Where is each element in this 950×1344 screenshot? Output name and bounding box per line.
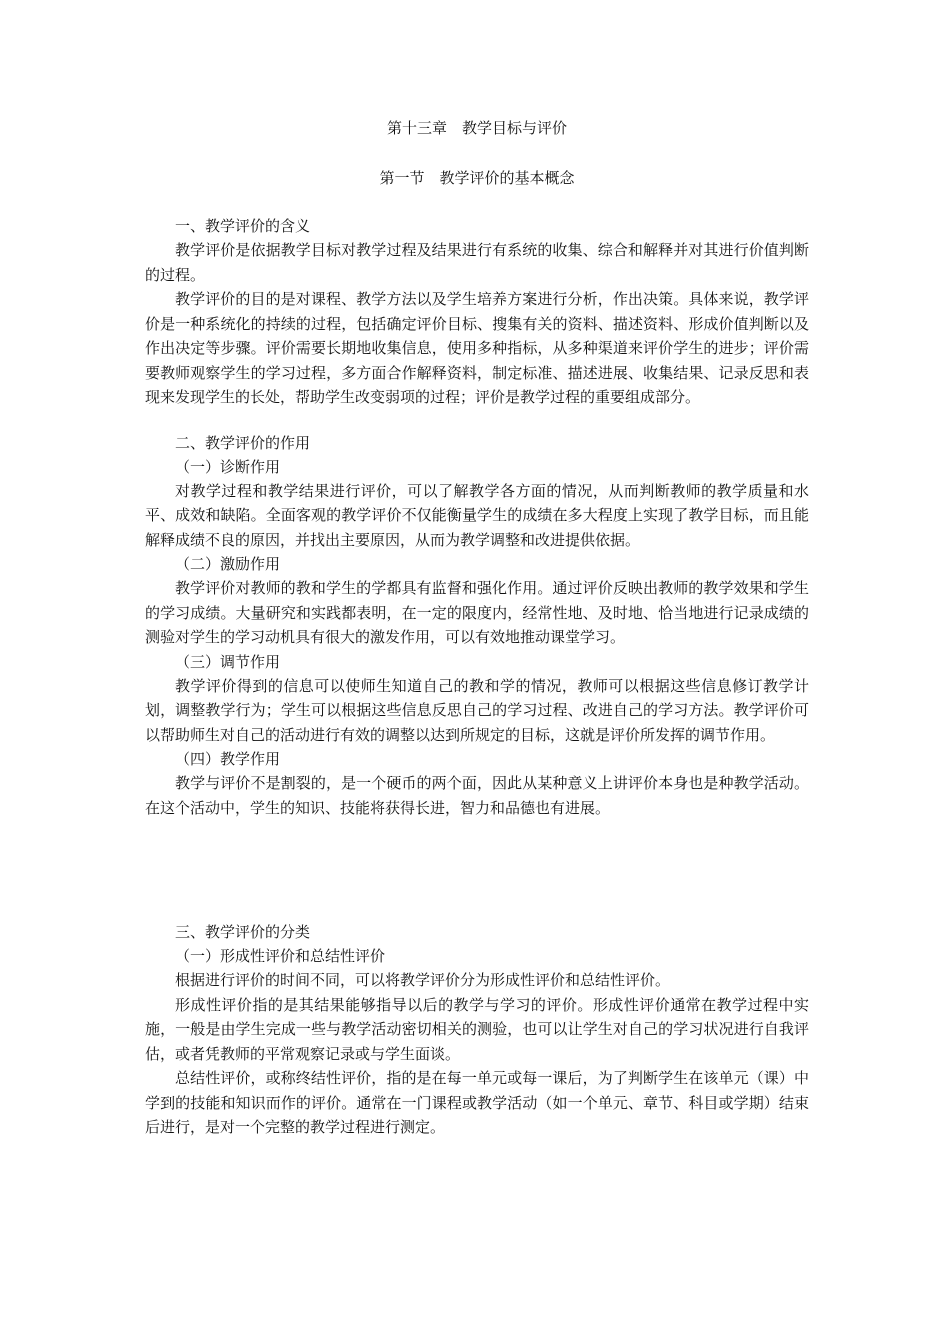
chapter-title: 第十三章 教学目标与评价 [386,119,567,137]
part2-heading: 二、教学评价的作用 [175,433,311,452]
spacer [145,820,809,920]
part2-subheading-3: （三）调节作用 [175,652,281,671]
part3-heading: 三、教学评价的分类 [175,923,311,941]
part2-paragraph-2: 教学评价对教师的教和学生的学都具有监督和强化作用。通过评价反映出教师的教学效果和学生的学习成绩。大量研究和实践都表明，在一定的限度内，经常性地、及时地、恰当地进行记录成绩的测验对学生的学习动机具有很大的激发作用，可以有效地推动课堂学习。 [145,579,809,646]
part2-subheading-1: （一）诊断作用 [175,457,281,476]
document-body [145,0,809,1140]
part1-heading: 一、教学评价的含义 [175,217,311,235]
part3-paragraph-3: 总结性评价，或称终结性评价，指的是在每一单元或每一课后，为了判断学生在该单元（课）中学到的技能和知识而作的评价。通常在一门课程或教学活动（如一个单元、章节、科目或学期）结束后进行，是对一个完整的教学过程进行测定。 [145,1069,809,1136]
spacer [145,410,809,431]
part1-paragraph-2: 教学评价的目的是对课程、教学方法以及学生培养方案进行分析，作出决策。具体来说，教学评价是一种系统化的持续的过程，包括确定评价目标、搜集有关的资料、描述资料、形成价值判断以及作出决定等步骤。评价需要长期地收集信息，使用多种指标，从多种渠道来评价学生的进步；评价需要教师观察学生的学习过程，多方面合作解释资料，制定标准、描述进展、收集结果、记录反思和表现来发现学生的长处，帮助学生改变弱项的过程；评价是教学过程的重要组成部分。 [145,290,809,406]
part2-subheading-2: （二）激励作用 [175,555,281,573]
part2-paragraph-1: 对教学过程和教学结果进行评价，可以了解教学各方面的情况，从而判断教师的教学质量和水平、成效和缺陷。全面客观的教学评价不仅能衡量学生的成绩在多大程度上实现了教学目标，而且能解释成绩不良的原因，并找出主要原因，从而为教学调整和改进提供依据。 [145,481,809,549]
part2-subheading-4: （四）教学作用 [175,750,281,768]
part3-paragraph-1: 根据进行评价的时间不同，可以将教学评价分为形成性评价和总结性评价。 [175,971,671,989]
part2-paragraph-4: 教学与评价不是割裂的，是一个硬币的两个面，因此从某种意义上讲评价本身也是种教学活动。在这个活动中，学生的知识、技能将获得长进，智力和品德也有进展。 [145,774,809,817]
section-title: 第一节 教学评价的基本概念 [379,169,575,187]
part3-subheading-1: （一）形成性评价和总结性评价 [175,947,386,965]
part1-paragraph-1: 教学评价是依据教学目标对教学过程及结果进行有系统的收集、综合和解释并对其进行价值判断的过程。 [145,241,809,284]
part3-paragraph-2: 形成性评价指的是其结果能够指导以后的教学与学习的评价。形成性评价通常在教学过程中实施，一般是由学生完成一些与教学活动密切相关的测验，也可以让学生对自己的学习状况进行自我评估，或者凭教师的平常观察记录或与学生面谈。 [145,995,809,1063]
part2-paragraph-3: 教学评价得到的信息可以使师生知道自己的教和学的情况，教师可以根据这些信息修订教学计划，调整教学行为；学生可以根据这些信息反思自己的学习过程、改进自己的学习方法。教学评价可以帮助师生对自己的活动进行有效的调整以达到所规定的目标，这就是评价所发挥的调节作用。 [145,676,809,744]
